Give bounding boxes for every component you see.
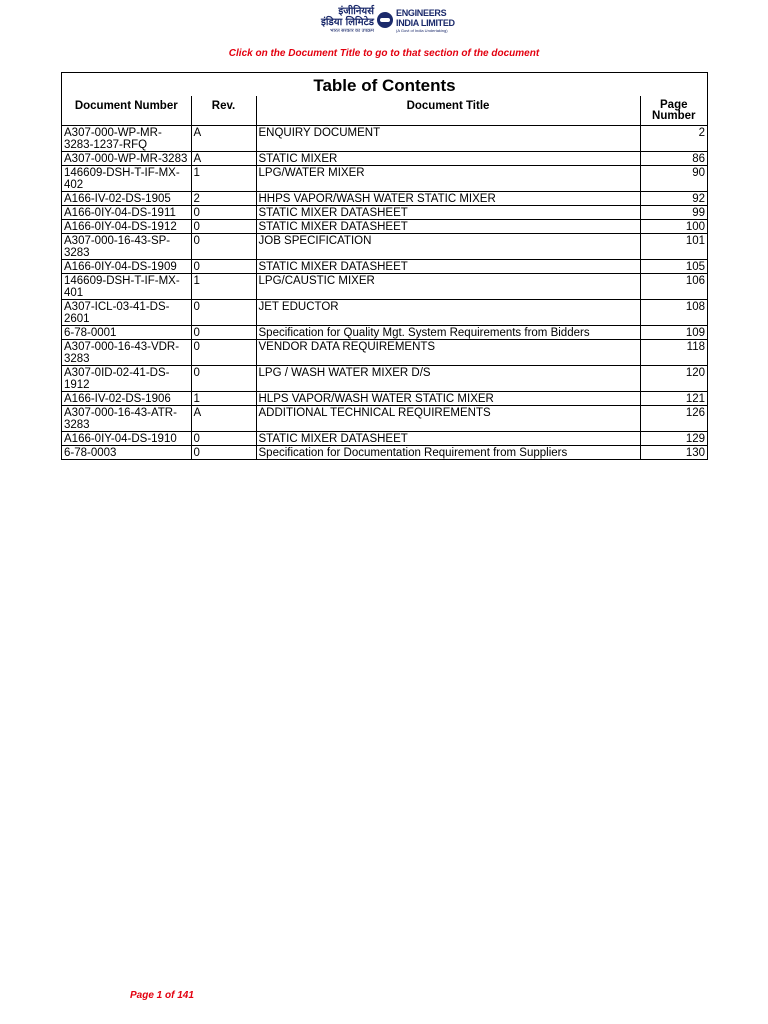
- doc-number-cell: A166-0IY-04-DS-1912: [62, 220, 191, 234]
- doc-title-link[interactable]: STATIC MIXER DATASHEET: [256, 432, 640, 446]
- logo-english-text: [396, 8, 455, 33]
- table-row: [62, 274, 707, 300]
- page-number-cell: 2: [640, 126, 707, 152]
- logo-line1: ENGINEERS: [396, 7, 447, 18]
- page-number-cell: 126: [640, 406, 707, 432]
- doc-number-cell: A166-IV-02-DS-1906: [62, 392, 191, 406]
- company-logo: [310, 4, 460, 36]
- logo-line2: INDIA LIMITED: [396, 17, 455, 28]
- table-row: [62, 340, 707, 366]
- doc-number-cell: A166-0IY-04-DS-1909: [62, 260, 191, 274]
- doc-title-link[interactable]: STATIC MIXER DATASHEET: [256, 260, 640, 274]
- doc-title-link[interactable]: LPG / WASH WATER MIXER D/S: [256, 366, 640, 392]
- table-row: [62, 126, 707, 152]
- table-row: [62, 260, 707, 274]
- rev-cell: 0: [191, 300, 256, 326]
- doc-number-cell: A166-0IY-04-DS-1911: [62, 206, 191, 220]
- doc-title-link[interactable]: HHPS VAPOR/WASH WATER STATIC MIXER: [256, 192, 640, 206]
- table-row: [62, 366, 707, 392]
- table-row: [62, 166, 707, 192]
- doc-title-link[interactable]: Specification for Quality Mgt. System Requirements from Bidders: [256, 326, 640, 340]
- rev-cell: 0: [191, 206, 256, 220]
- doc-number-cell: A307-000-WP-MR-3283-1237-RFQ: [62, 126, 191, 152]
- doc-number-cell: 6-78-0003: [62, 446, 191, 460]
- doc-title-link[interactable]: HLPS VAPOR/WASH WATER STATIC MIXER: [256, 392, 640, 406]
- page-number-cell: 101: [640, 234, 707, 260]
- column-header-rev: Rev.: [191, 96, 256, 126]
- doc-title-link[interactable]: JET EDUCTOR: [256, 300, 640, 326]
- table-row: [62, 192, 707, 206]
- rev-cell: 0: [191, 432, 256, 446]
- doc-number-cell: A307-000-WP-MR-3283: [62, 152, 191, 166]
- doc-title-link[interactable]: STATIC MIXER DATASHEET: [256, 206, 640, 220]
- rev-cell: 1: [191, 392, 256, 406]
- rev-cell: 0: [191, 234, 256, 260]
- rev-cell: 2: [191, 192, 256, 206]
- page-indicator: Page 1 of 141: [130, 990, 194, 1001]
- logo-hindi-line1: इंजीनियर्स: [338, 6, 374, 17]
- doc-title-link[interactable]: STATIC MIXER DATASHEET: [256, 220, 640, 234]
- rev-cell: A: [191, 406, 256, 432]
- doc-title-link[interactable]: LPG/WATER MIXER: [256, 166, 640, 192]
- table-row: [62, 300, 707, 326]
- rev-cell: 1: [191, 274, 256, 300]
- page-number-cell: 106: [640, 274, 707, 300]
- table-row: [62, 432, 707, 446]
- page-number-cell: 120: [640, 366, 707, 392]
- doc-number-cell: A307-000-16-43-SP-3283: [62, 234, 191, 260]
- doc-title-link[interactable]: STATIC MIXER: [256, 152, 640, 166]
- rev-cell: 0: [191, 326, 256, 340]
- page-number-cell: 105: [640, 260, 707, 274]
- column-header-title: Document Title: [256, 96, 640, 126]
- page-number-cell: 129: [640, 432, 707, 446]
- logo-hindi-text: [310, 5, 374, 35]
- rev-cell: 0: [191, 446, 256, 460]
- doc-title-link[interactable]: Specification for Documentation Requirement from Suppliers: [256, 446, 640, 460]
- doc-title-link[interactable]: VENDOR DATA REQUIREMENTS: [256, 340, 640, 366]
- page-number-cell: 86: [640, 152, 707, 166]
- doc-title-link[interactable]: LPG/CAUSTIC MIXER: [256, 274, 640, 300]
- rev-cell: 1: [191, 166, 256, 192]
- doc-title-link[interactable]: JOB SPECIFICATION: [256, 234, 640, 260]
- page-number-cell: 90: [640, 166, 707, 192]
- doc-number-cell: A307-000-16-43-ATR-3283: [62, 406, 191, 432]
- page-number-cell: 109: [640, 326, 707, 340]
- logo-hindi-small: भारत सरकार का उपक्रम: [329, 28, 374, 34]
- table-row: [62, 326, 707, 340]
- logo-hindi-line2: इंडिया लिमिटेड: [320, 17, 374, 28]
- rev-cell: 0: [191, 366, 256, 392]
- page-number-cell: 130: [640, 446, 707, 460]
- table-row: [62, 234, 707, 260]
- page-number-cell: 99: [640, 206, 707, 220]
- doc-number-cell: 146609-DSH-T-IF-MX-402: [62, 166, 191, 192]
- table-row: [62, 392, 707, 406]
- page-number-cell: 92: [640, 192, 707, 206]
- page-number-cell: 108: [640, 300, 707, 326]
- table-row: [62, 152, 707, 166]
- doc-number-cell: A307-ICL-03-41-DS-2601: [62, 300, 191, 326]
- doc-number-cell: A307-000-16-43-VDR-3283: [62, 340, 191, 366]
- doc-number-cell: A166-0IY-04-DS-1910: [62, 432, 191, 446]
- column-header-page-number: Page Number: [640, 96, 707, 126]
- toc-table: [62, 96, 707, 459]
- logo-line3: (A Govt of India Undertaking): [396, 27, 448, 33]
- rev-cell: 0: [191, 340, 256, 366]
- page-number-cell: 100: [640, 220, 707, 234]
- doc-title-link[interactable]: ENQUIRY DOCUMENT: [256, 126, 640, 152]
- doc-number-cell: 6-78-0001: [62, 326, 191, 340]
- rev-cell: A: [191, 126, 256, 152]
- doc-number-cell: A307-0ID-02-41-DS-1912: [62, 366, 191, 392]
- column-header-doc-number: Document Number: [62, 96, 191, 126]
- rev-cell: 0: [191, 260, 256, 274]
- rev-cell: A: [191, 152, 256, 166]
- doc-number-cell: 146609-DSH-T-IF-MX-401: [62, 274, 191, 300]
- table-row: [62, 406, 707, 432]
- page-number-cell: 118: [640, 340, 707, 366]
- table-row: [62, 220, 707, 234]
- table-row: [62, 446, 707, 460]
- doc-number-cell: A166-IV-02-DS-1905: [62, 192, 191, 206]
- table-row: [62, 206, 707, 220]
- eil-emblem-icon: [377, 12, 393, 28]
- rev-cell: 0: [191, 220, 256, 234]
- navigation-instruction: Click on the Document Title to go to that section of the document: [228, 48, 540, 59]
- table-of-contents: [61, 72, 708, 460]
- toc-title: Table of Contents: [313, 76, 456, 95]
- doc-title-link[interactable]: ADDITIONAL TECHNICAL REQUIREMENTS: [256, 406, 640, 432]
- page-number-cell: 121: [640, 392, 707, 406]
